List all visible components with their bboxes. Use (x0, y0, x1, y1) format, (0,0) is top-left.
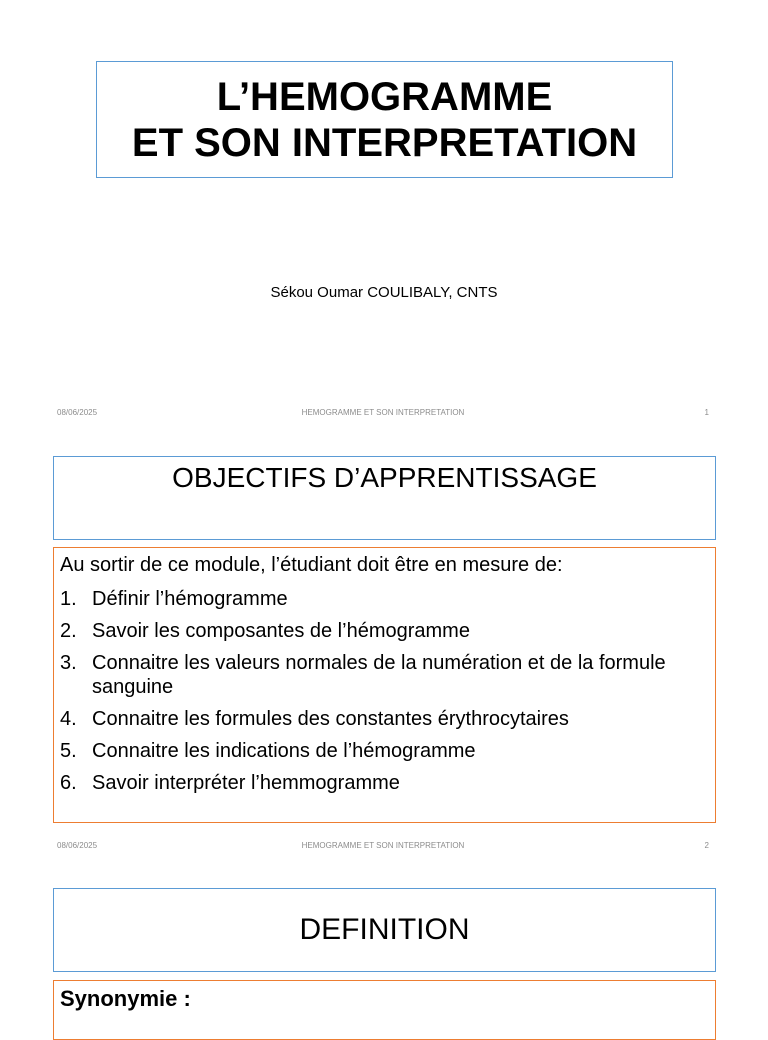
slide-1-title-box (96, 61, 673, 178)
list-item (60, 739, 709, 763)
slide-2-title-box (53, 456, 716, 540)
objectives-intro: Au sortir de ce module, l’étudiant doit être en mesure de: (60, 554, 563, 576)
footer-title: HEMOGRAMME ET SON INTERPRETATION (301, 408, 465, 417)
footer-page-number: 1 (704, 408, 709, 417)
list-item-text: Connaitre les indications de l’hémogramme (92, 740, 476, 762)
list-item (60, 707, 709, 731)
list-item (60, 619, 709, 643)
list-item-text: Définir l’hémogramme (92, 588, 288, 610)
list-item-number: 5. (60, 740, 77, 762)
list-item-number: 1. (60, 588, 77, 610)
slide-2 (0, 432, 768, 864)
list-item (60, 771, 709, 795)
list-item-number: 2. (60, 620, 77, 642)
footer-page-number: 2 (704, 841, 709, 850)
list-item-number: 3. (60, 652, 77, 674)
slide-2-footer (57, 841, 709, 853)
objectives-list (60, 587, 709, 795)
slide-1 (0, 0, 768, 432)
list-item (60, 651, 709, 699)
list-item-text: Connaitre les valeurs normales de la numération et de la formule sanguine (92, 652, 666, 698)
slide-3 (0, 864, 768, 1024)
list-item (60, 587, 709, 611)
synonymie-label: Synonymie : (60, 986, 191, 1011)
slide-1-title-line-2: ET SON INTERPRETATION (131, 120, 638, 165)
list-item-number: 6. (60, 772, 77, 794)
footer-title: HEMOGRAMME ET SON INTERPRETATION (301, 841, 465, 850)
list-item-text: Connaitre les formules des constantes érythrocytaires (92, 708, 569, 730)
slide-3-title-box (53, 888, 716, 972)
slide-3-title: DEFINITION (299, 913, 470, 946)
footer-date: 08/06/2025 (57, 408, 98, 417)
slide-2-title: OBJECTIFS D’APPRENTISSAGE (172, 462, 597, 493)
list-item-text: Savoir les composantes de l’hémogramme (92, 620, 470, 642)
list-item-number: 4. (60, 708, 77, 730)
list-item-text: Savoir interpréter l’hemmogramme (92, 772, 400, 794)
footer-date: 08/06/2025 (57, 841, 98, 850)
slide-3-content-box (53, 980, 716, 1040)
slide-1-footer (57, 408, 709, 420)
slide-1-title-line-1: L’HEMOGRAMME (216, 74, 553, 119)
slide-1-author: Sékou Oumar COULIBALY, CNTS (270, 284, 498, 301)
slide-2-content-box (53, 547, 716, 823)
